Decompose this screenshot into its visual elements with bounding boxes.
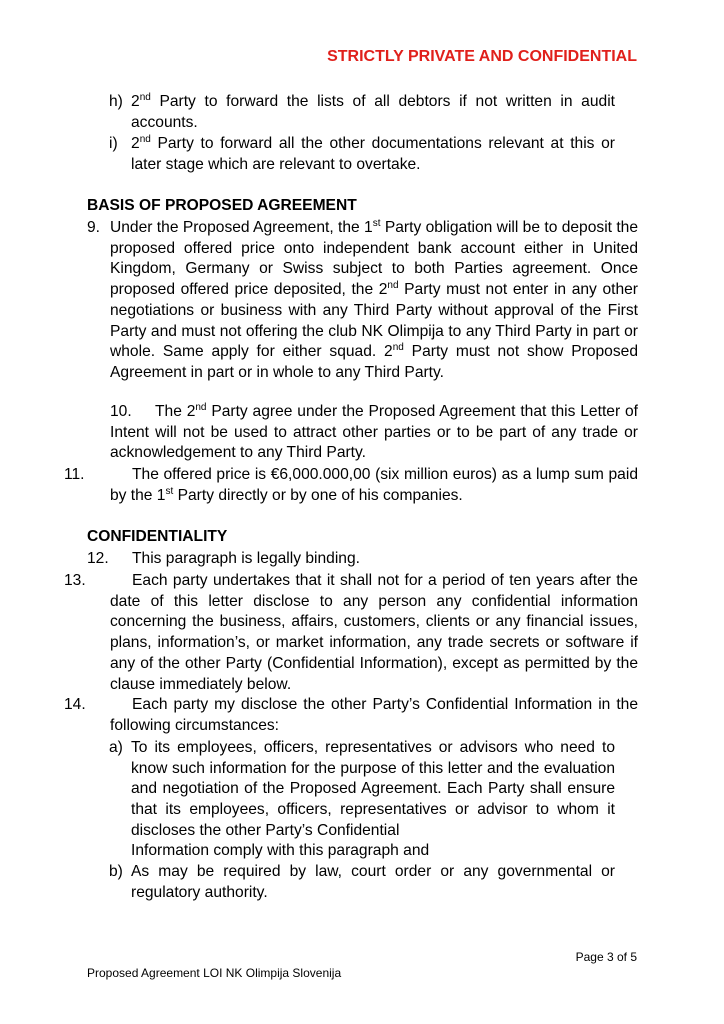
confidential-header: STRICTLY PRIVATE AND CONFIDENTIAL (327, 48, 637, 65)
item-text: Under the Proposed Agreement, the 1st Party obligation will be to deposit the proposed offered price onto independent bank account either in United Kingdom, Germany or Swiss subject to both Parties agreement. Once proposed offered price deposited, the 2nd Party must not enter in any other negotiations or business with any Third Party without approval of the First Party and must not offering the club NK Olimpija to any Third Party in part or whole. Same apply for either squad. 2nd Party must not show Proposed Agreement in part or in whole to any Third Party. (110, 217, 639, 381)
list-item-12 (87, 549, 638, 570)
item-number: 9. (87, 219, 101, 236)
item-label: i) (109, 135, 118, 152)
item-text: Each party undertakes that it shall not for a period of ten years after the date of this letter disclose to any person any confidential information concerning the business, affairs, customers, clients or any financial issues, plans, information’s, or market information, any trade secrets or software if any of the other Party (Confidential Information), except as permitted by the clause immediately below. (110, 572, 638, 693)
item-text-wrap (64, 571, 638, 695)
item-number: 12. (87, 550, 109, 567)
item-text-wrap (64, 695, 638, 736)
footer-document-title: Proposed Agreement LOI NK Olimpija Slovenija (87, 966, 342, 980)
item-text: To its employees, officers, representatives or advisors who need to know such information for the purpose of this letter and the evaluation and negotiation of the Proposed Agreement. Each Party shall ensure that its employees, officers, representatives or advisor to whom it discloses the other Party’s Confidential (131, 739, 615, 839)
list-item-b (109, 862, 637, 904)
item-label: h) (109, 93, 123, 110)
list-item-i (109, 134, 637, 176)
item-text: 2nd Party to forward the lists of all debtors if not written in audit accounts. (131, 91, 615, 131)
item-text: Each party my disclose the other Party’s Confidential Information in the following circumstances: (110, 696, 638, 734)
page-number: Page 3 of 5 (575, 950, 637, 964)
item-text: 10. The 2nd Party agree under the Proposed Agreement that this Letter of Intent will not be used to attract other parties or to be part of any trade or acknowledgement to any Third Party. (110, 401, 638, 462)
item-label: a) (109, 739, 123, 756)
item-label: b) (109, 863, 123, 880)
list-item-a (109, 738, 637, 862)
section-heading-confidentiality: CONFIDENTIALITY (87, 528, 228, 545)
item-text-continued: Information comply with this paragraph and (131, 842, 430, 859)
section-heading-basis: BASIS OF PROPOSED AGREEMENT (87, 197, 357, 214)
item-number: 13. (64, 572, 86, 589)
item-text: 2nd Party to forward all the other documentations relevant at this or later stage which are relevant to overtake. (131, 133, 615, 173)
list-item-h (109, 92, 637, 134)
item-number: 14. (64, 696, 86, 713)
item-text: As may be required by law, court order or any governmental or regulatory authority. (131, 863, 615, 901)
item-number: 11. (64, 466, 85, 483)
item-text: 11. The offered price is €6,000.000,00 (six million euros) as a lump sum paid by the 1st Party directly or by one of his companies. (64, 466, 638, 504)
item-text: This paragraph is legally binding. (132, 550, 360, 567)
item-number: 10. (110, 403, 132, 420)
